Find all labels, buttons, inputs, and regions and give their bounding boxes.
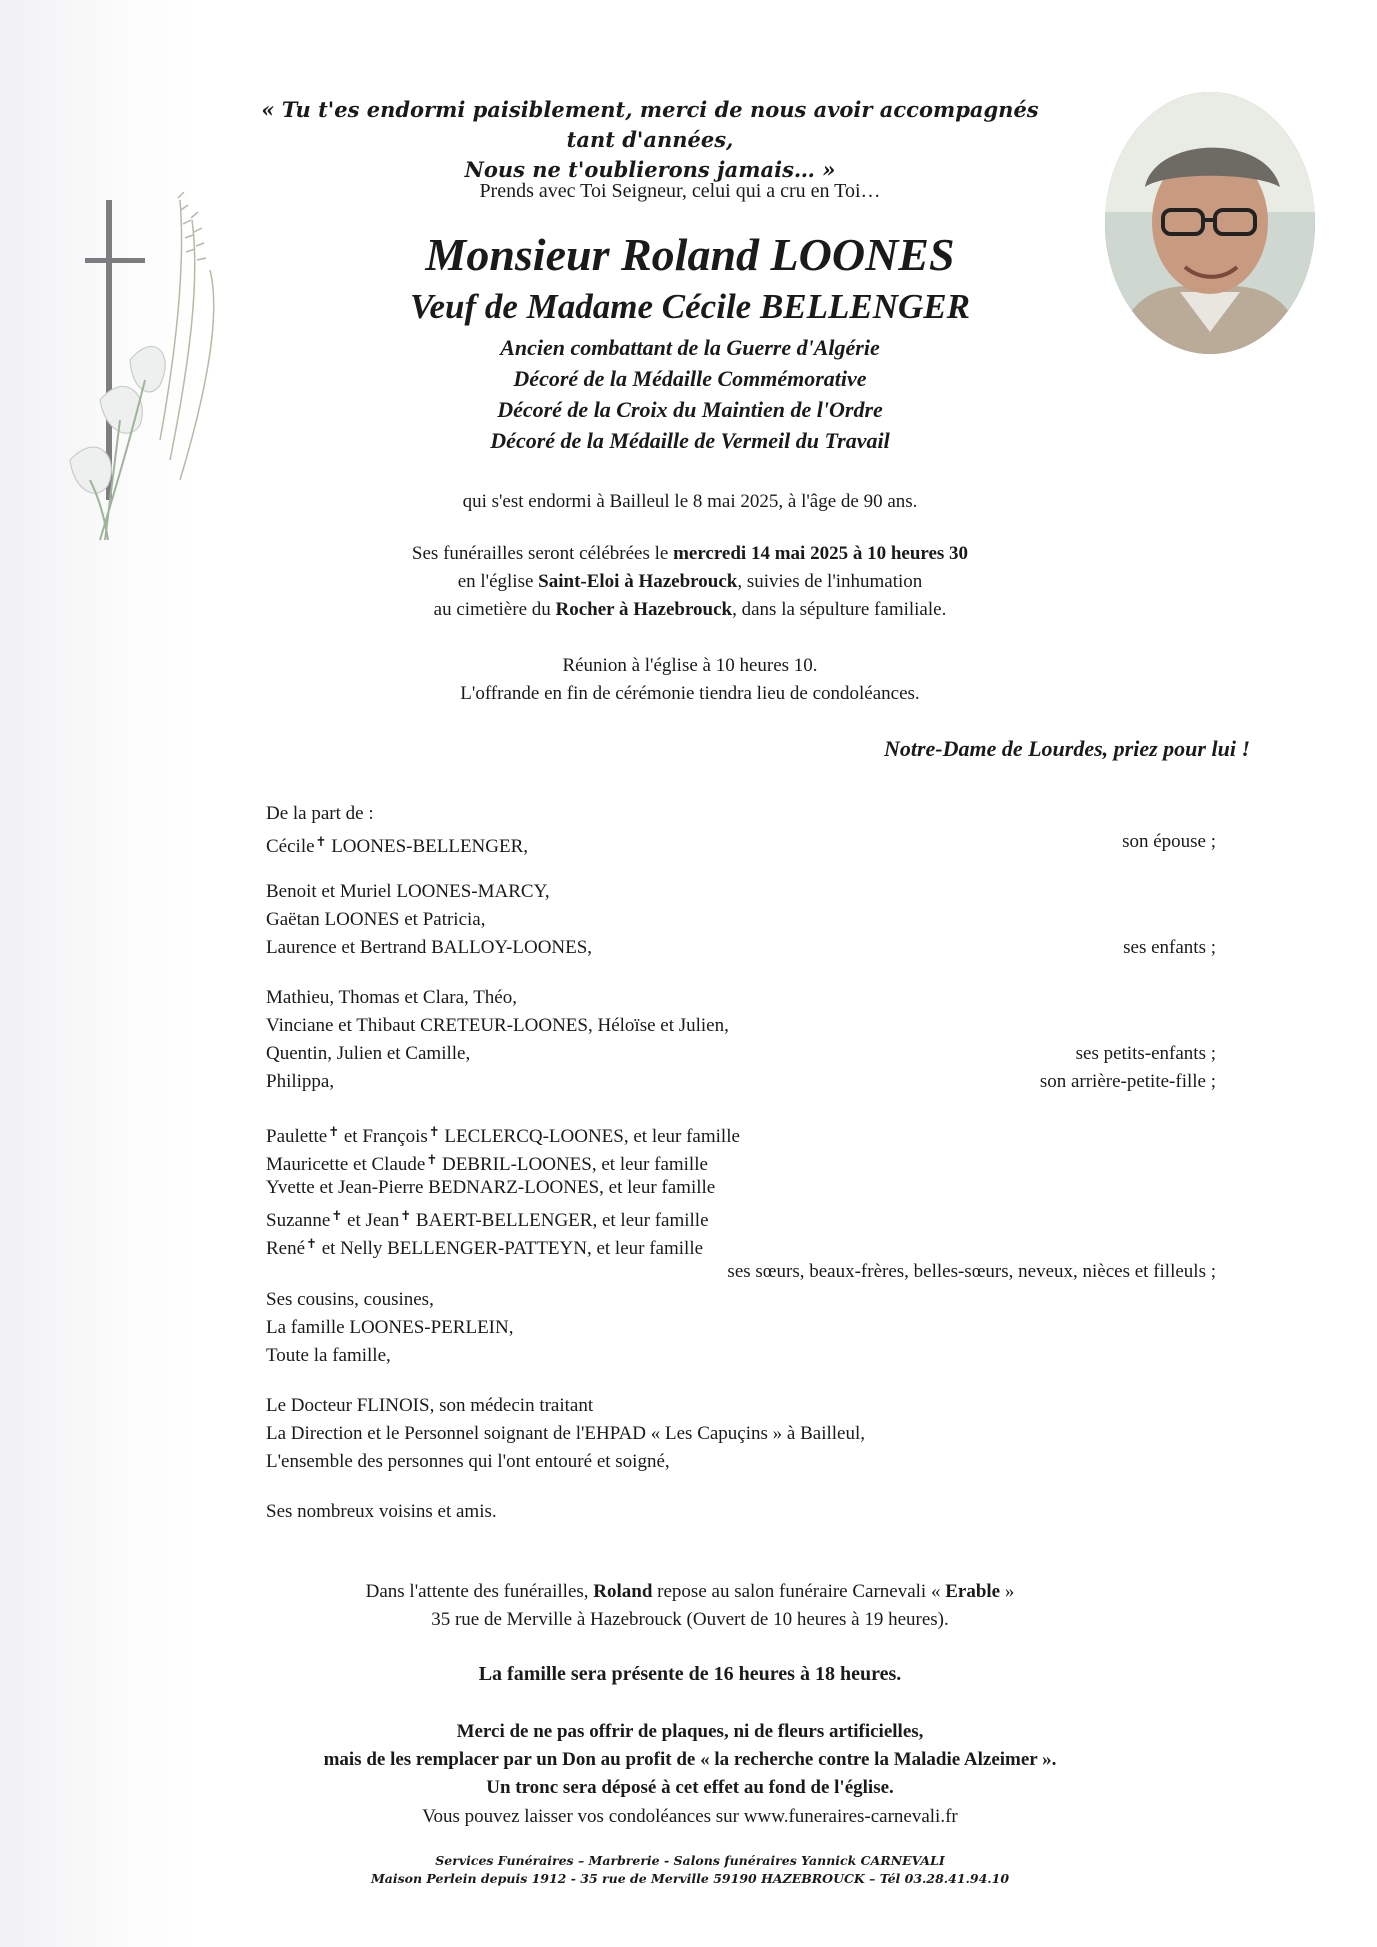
grandchildren-relation: ses petits-enfants ; <box>1075 1043 1216 1064</box>
church-name: Saint-Eloi à Hazebrouck <box>538 571 738 592</box>
widower-line: Veuf de Madame Cécile BELLENGER <box>410 287 970 326</box>
reunion-line: Réunion à l'église à 10 heures 10. <box>562 655 818 676</box>
donation-line: Un tronc sera déposé à cet effet au fond de l'église. <box>486 1777 894 1798</box>
honor-item: Décoré de la Croix du Maintien de l'Ordre <box>497 397 883 422</box>
salon-name: Erable <box>945 1581 1001 1602</box>
sibling-name: René <box>266 1238 306 1259</box>
child-entry: Laurence et Bertrand BALLOY-LOONES, <box>266 937 593 958</box>
portrait-photo <box>1105 92 1315 354</box>
repose-text: Dans l'attente des funérailles, <box>365 1581 594 1602</box>
offering-line: L'offrande en fin de cérémonie tiendra lieu de condoléances. <box>460 683 920 704</box>
siblings-relation: ses sœurs, beaux-frères, belles-sœurs, neveux, nièces et filleuls ; <box>727 1261 1216 1282</box>
relative-entry: La famille LOONES-PERLEIN, <box>266 1317 514 1338</box>
sibling-name: DEBRIL-LOONES, et leur famille <box>437 1154 708 1175</box>
grandchild-entry: Mathieu, Thomas et Clara, Théo, <box>266 987 517 1008</box>
invocation-line: Notre-Dame de Lourdes, priez pour lui ! <box>883 736 1250 761</box>
child-entry: Benoit et Muriel LOONES-MARCY, <box>266 881 550 902</box>
condolences-line: Vous pouvez laisser vos condoléances sur www.funeraires-carnevali.fr <box>422 1806 958 1827</box>
sibling-name: Mauricette et Claude <box>266 1154 426 1175</box>
funeral-text: en l'église <box>457 571 539 592</box>
quote-line-1: « Tu t'es endormi paisiblement, merci de nous avoir accompagnés tant d'années, <box>261 97 1039 152</box>
footer-line-2: Maison Perlein depuis 1912 - 35 rue de Merville 59190 HAZEBROUCK – Tél 03.28.41.94.10 <box>370 1871 1010 1886</box>
family-list <box>266 800 1216 1526</box>
cemetery-name: Rocher à Hazebrouck <box>555 599 733 620</box>
de-la-part-label: De la part de : <box>266 803 374 824</box>
family-presence: La famille sera présente de 16 heures à 18 heures. <box>478 1663 902 1685</box>
relative-entry: Ses cousins, cousines, <box>266 1289 434 1310</box>
cross-symbol: ✝ <box>331 1208 343 1223</box>
relative-entry: Toute la famille, <box>266 1345 391 1366</box>
honors-list <box>330 332 1050 456</box>
sibling-name: Suzanne <box>266 1210 331 1231</box>
spouse-first-name: Cécile <box>266 836 315 857</box>
grandchild-entry: Quentin, Julien et Camille, <box>266 1043 471 1064</box>
cross-symbol: ✝ <box>400 1208 412 1223</box>
cross-symbol: ✝ <box>315 834 327 849</box>
epigraph-quote <box>240 95 1060 185</box>
sibling-name: BAERT-BELLENGER, et leur famille <box>411 1210 709 1231</box>
funeral-text: Ses funérailles seront célébrées le <box>411 543 674 564</box>
great-grandchild-entry: Philippa, <box>266 1071 335 1092</box>
sibling-name: et François <box>339 1126 428 1147</box>
honor-item: Décoré de la Médaille de Vermeil du Travail <box>490 428 890 453</box>
funeral-home-footer <box>250 1852 1130 1888</box>
deceased-name: Monsieur Roland LOONES <box>425 229 955 280</box>
funeral-text: , dans la sépulture familiale. <box>732 599 947 620</box>
honor-item: Ancien combattant de la Guerre d'Algérie <box>500 335 880 360</box>
funeral-text: au cimetière du <box>433 599 556 620</box>
portrait-figure <box>1105 92 1315 354</box>
child-entry: Gaëtan LOONES et Patricia, <box>266 909 486 930</box>
cross-lily-wheat-decoration <box>60 180 240 550</box>
prayer-line: Prends avec Toi Seigneur, celui qui a cru en Toi… <box>479 180 881 202</box>
spouse-relation: son épouse ; <box>1122 831 1216 852</box>
care-entry: Le Docteur FLINOIS, son médecin traitant <box>266 1395 594 1416</box>
honor-item: Décoré de la Médaille Commémorative <box>513 366 867 391</box>
donation-line: Merci de ne pas offrir de plaques, ni de fleurs artificielles, <box>456 1721 924 1742</box>
funeral-text: , suivies de l'inhumation <box>737 571 923 592</box>
death-announcement: qui s'est endormi à Bailleul le 8 mai 2025, à l'âge de 90 ans. <box>462 491 918 512</box>
reunion-info <box>300 652 1080 708</box>
care-entry: La Direction et le Personnel soignant de l'EHPAD « Les Capuçins » à Bailleul, <box>266 1423 865 1444</box>
cross-symbol: ✝ <box>306 1236 317 1251</box>
sibling-name: et Nelly BELLENGER-PATTEYN, et leur famille <box>316 1238 704 1259</box>
quote-line-2: Nous ne t'oublierons jamais… » <box>464 157 836 182</box>
funeral-details <box>250 540 1130 624</box>
donation-request <box>200 1718 1180 1802</box>
repose-text: » <box>1000 1581 1015 1602</box>
sibling-name: et Jean <box>342 1210 400 1231</box>
repose-first-name: Roland <box>593 1581 653 1602</box>
neighbors-entry: Ses nombreux voisins et amis. <box>266 1501 497 1522</box>
cross-symbol: ✝ <box>426 1152 438 1167</box>
grandchild-entry: Vinciane et Thibaut CRETEUR-LOONES, Héloïse et Julien, <box>266 1015 729 1036</box>
children-relation: ses enfants ; <box>1123 937 1216 958</box>
sibling-name: LECLERCQ-LOONES, et leur famille <box>439 1126 740 1147</box>
repose-info <box>250 1578 1130 1634</box>
great-grandchild-relation: son arrière-petite-fille ; <box>1039 1071 1216 1092</box>
care-entry: L'ensemble des personnes qui l'ont entouré et soigné, <box>266 1451 670 1472</box>
footer-line-1: Services Funéraires – Marbrerie - Salons funéraires Yannick CARNEVALI <box>435 1853 945 1868</box>
funeral-date: mercredi 14 mai 2025 à 10 heures 30 <box>673 543 969 564</box>
sibling-name: Yvette et Jean-Pierre BEDNARZ-LOONES, et leur famille <box>266 1177 716 1198</box>
sibling-name: Paulette <box>266 1126 328 1147</box>
cross-symbol: ✝ <box>428 1124 440 1139</box>
donation-line: mais de les remplacer par un Don au profit de « la recherche contre la Maladie Alzeimer ». <box>323 1749 1057 1770</box>
cross-symbol: ✝ <box>328 1124 340 1139</box>
repose-address: 35 rue de Merville à Hazebrouck (Ouvert de 10 heures à 19 heures). <box>431 1609 949 1630</box>
spouse-name: LOONES-BELLENGER, <box>326 836 529 857</box>
repose-text: repose au salon funéraire Carnevali « <box>652 1581 946 1602</box>
